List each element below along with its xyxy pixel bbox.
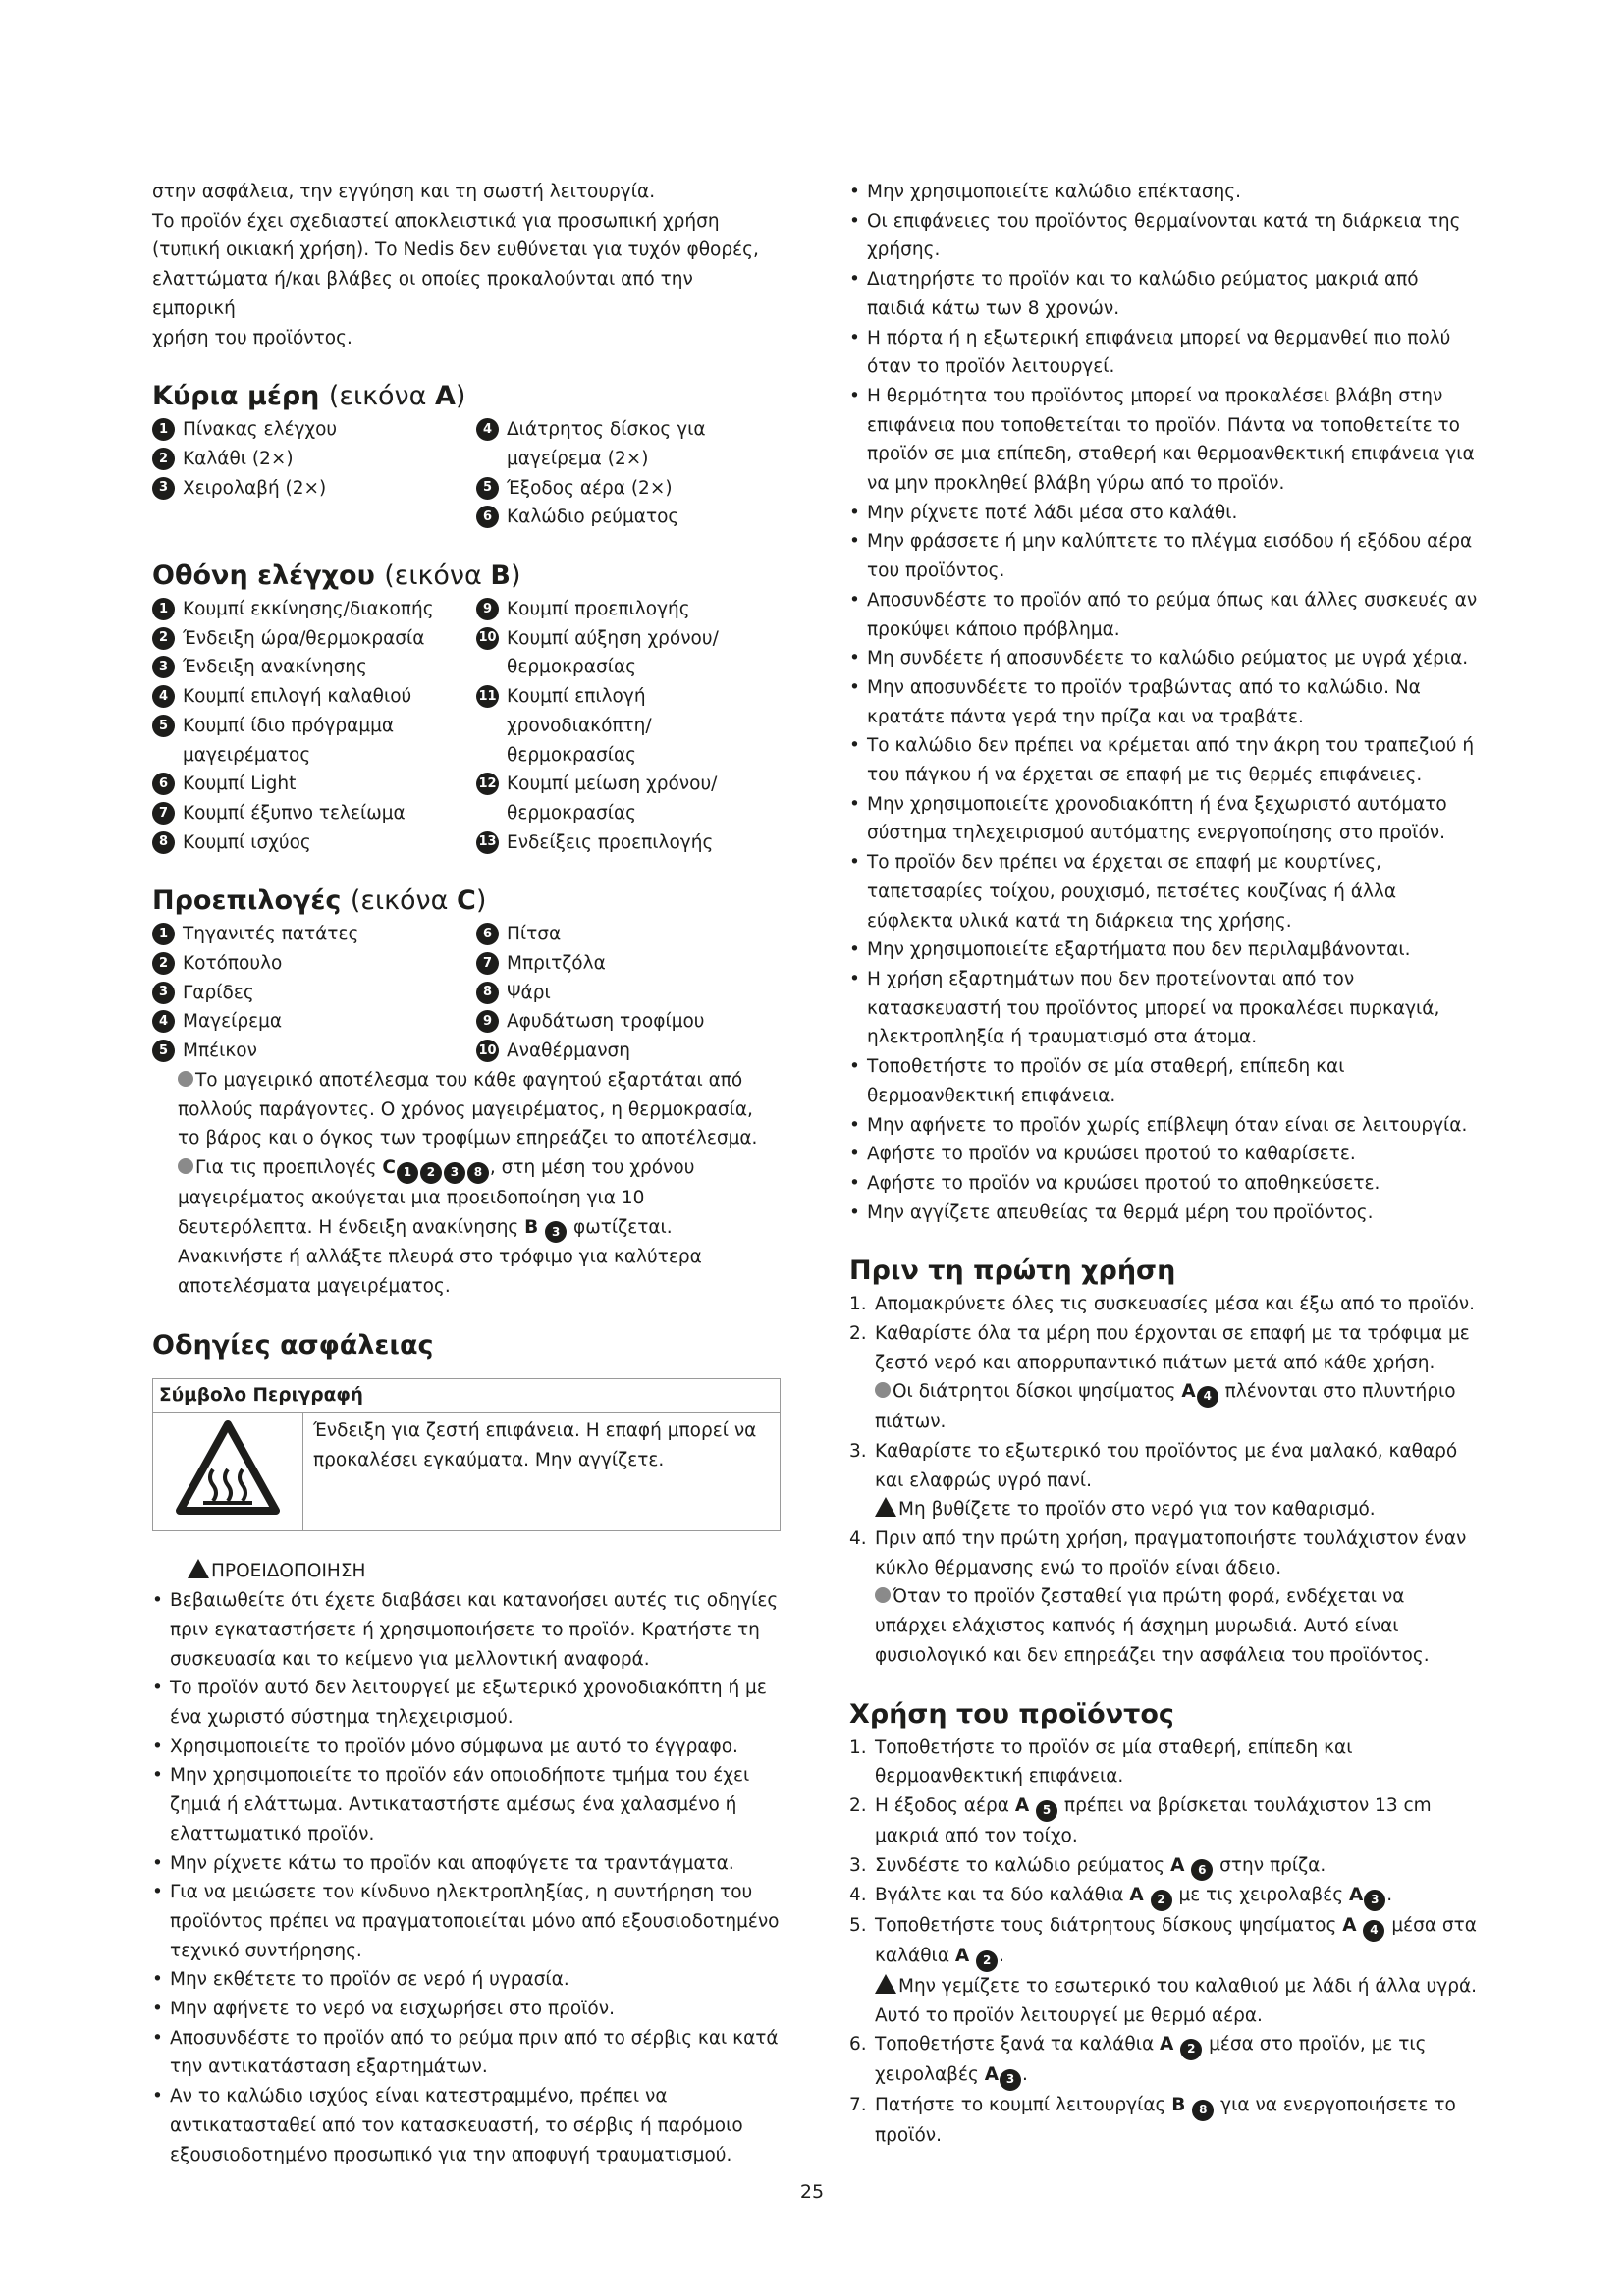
safety-bullets bbox=[152, 1586, 781, 2169]
list-item: 2 Ένδειξη ώρα/θερμοκρασία bbox=[152, 624, 476, 654]
list-item: 5 Κουμπί ίδιο πρόγραμμα μαγειρέματος bbox=[152, 712, 476, 770]
list-item: 8 Κουμπί ισχύος bbox=[152, 828, 476, 858]
list-item: • Βεβαιωθείτε ότι έχετε διαβάσει και κατανοήσει αυτές τις οδηγίες πριν εγκαταστήσετε ή χρησιμοποιήσετε το προϊόν. Κρατήστε τη συσκευασία και το κείμενο για μελλοντική αναφορά. bbox=[152, 1590, 779, 1670]
list-item: • Αφήστε το προϊόν να κρυώσει προτού το αποθηκεύσετε. bbox=[849, 1172, 1380, 1194]
intro-line: Το προϊόν έχει σχεδιαστεί αποκλειστικά για προσωπική χρήση bbox=[152, 210, 720, 232]
list-item: 7 Μπριτζόλα bbox=[476, 949, 781, 979]
info-icon bbox=[178, 1071, 193, 1087]
info-icon bbox=[875, 1382, 891, 1398]
use-heading: Χρήση του προϊόντος bbox=[849, 1698, 1174, 1730]
intro-text bbox=[152, 178, 781, 352]
callout-3-icon: 3 bbox=[545, 1221, 567, 1243]
list-item: • Μην ρίχνετε ποτέ λάδι μέσα στο καλάθι. bbox=[849, 502, 1238, 523]
page-number: 25 bbox=[799, 2181, 825, 2203]
list-item: 4 Διάτρητος δίσκος για μαγείρεμα (2×) bbox=[476, 415, 781, 473]
callout-3-icon: 3 bbox=[1364, 1890, 1385, 1911]
left-column bbox=[152, 178, 781, 2169]
list-item: • Η χρήση εξαρτημάτων που δεν προτείνονται από τον κατασκευαστή του προϊόντος μπορεί να προκαλέσει πυρκαγιά, ηλεκτροπληξία ή τραυματισμό στα άτομα. bbox=[849, 968, 1440, 1048]
list-item: 6 Καλώδιο ρεύματος bbox=[476, 503, 781, 532]
callout-5-icon: 5 bbox=[1036, 1800, 1057, 1822]
list-item: 4. Πριν από την πρώτη χρήση, πραγματοποιήστε τουλάχιστον έναν κύκλο θέρμανσης ενώ το προϊόν είναι άδειο. Όταν το προϊόν ζεσταθεί για πρώτη φορά, ενδέχεται να υπάρχει ελάχιστος καπνός ή άσχημη μυρωδιά. Αυτό είναι φυσιολογικό και δεν επηρεάζει την ασφάλεια του προϊόντος. bbox=[849, 1528, 1467, 1666]
list-item: 9 Αφυδάτωση τροφίμου bbox=[476, 1007, 781, 1037]
control-screen-list bbox=[152, 595, 781, 857]
control-screen-heading: Οθόνη ελέγχου (εικόνα B) bbox=[152, 561, 521, 592]
list-item: 3 Χειρολαβή (2×) bbox=[152, 474, 476, 504]
callout-8-icon: 8 bbox=[467, 1162, 489, 1184]
callout-3-icon: 3 bbox=[444, 1162, 465, 1184]
list-item: • Μην αφήνετε το νερό να εισχωρήσει στο προϊόν. bbox=[152, 1999, 615, 2020]
list-item: • Αποσυνδέστε το προϊόν από το ρεύμα πριν από το σέρβις και κατά την αντικατάσταση εξαρτημάτων. bbox=[152, 2027, 779, 2078]
list-item: 1 Κουμπί εκκίνησης/διακοπής bbox=[152, 595, 476, 624]
list-item: • Οι επιφάνειες του προϊόντος θερμαίνονται κατά τη διάρκεια της χρήσης. bbox=[849, 210, 1461, 261]
warning-icon bbox=[875, 1974, 896, 1994]
list-item: 3 Γαρίδες bbox=[152, 979, 476, 1008]
list-item: 1 Τηγανιτές πατάτες bbox=[152, 920, 476, 949]
intro-line: χρήση του προϊόντος. bbox=[152, 327, 352, 348]
list-item: • Μην χρησιμοποιείτε καλώδιο επέκτασης. bbox=[849, 182, 1242, 202]
list-item: • Το προϊόν δεν πρέπει να έρχεται σε επαφή με κουρτίνες, ταπετσαρίες τοίχου, ρουχισμό, πετσέτες κουζίνας ή άλλα εύφλεκτα υλικά κατά τη διάρκεια της χρήσης. bbox=[849, 852, 1397, 932]
callout-4-icon: 4 bbox=[1197, 1386, 1218, 1408]
list-item: 3 Ένδειξη ανακίνησης bbox=[152, 653, 476, 682]
list-item: 9 Κουμπί προεπιλογής bbox=[476, 595, 781, 624]
list-item: 8 Ψάρι bbox=[476, 979, 781, 1008]
callout-2-icon: 2 bbox=[1180, 2039, 1202, 2060]
main-parts-list bbox=[152, 415, 781, 532]
list-item: 7 Κουμπί έξυπνο τελείωμα bbox=[152, 799, 476, 828]
callout-2-icon: 2 bbox=[1151, 1890, 1172, 1911]
list-item: • Το προϊόν αυτό δεν λειτουργεί με εξωτερικό χρονοδιακόπτη ή με ένα χωριστό σύστημα τηλεχειρισμού. bbox=[152, 1678, 767, 1728]
list-item: 5 Έξοδος αέρα (2×) bbox=[476, 474, 781, 504]
list-item: 7. Πατήστε το κουμπί λειτουργίας B 8 για να ενεργοποιήσετε το προϊόν. bbox=[849, 2095, 1456, 2146]
list-item: 6 Κουμπί Light bbox=[152, 770, 476, 799]
list-item: 3. Συνδέστε το καλώδιο ρεύματος A 6 στην πρίζα. bbox=[849, 1851, 1478, 1882]
list-item: • Αν το καλώδιο ισχύος είναι κατεστραμμένο, πρέπει να αντικατασταθεί από τον κατασκευαστή, το σέρβις ή παρόμοιο εξουσιοδοτημένο προσωπικό για την αποφυγή τραυματισμού. bbox=[152, 2086, 743, 2165]
callout-6-icon: 6 bbox=[1191, 1859, 1213, 1881]
list-item: 4 Μαγείρεμα bbox=[152, 1007, 476, 1037]
list-item: • Το καλώδιο δεν πρέπει να κρέμεται από την άκρη του τραπεζιού ή του πάγκου ή να έρχεται σε επαφή με τις θερμές επιφάνειες. bbox=[849, 735, 1475, 786]
list-item: 10 Αναθέρμανση bbox=[476, 1037, 781, 1066]
callout-3-icon: 3 bbox=[1000, 2069, 1021, 2091]
warning-icon bbox=[188, 1559, 209, 1578]
list-item: 6 Πίτσα bbox=[476, 920, 781, 949]
list-item: 4. Βγάλτε και τα δύο καλάθια A 2 με τις χειρολαβές A 3 . bbox=[849, 1881, 1478, 1911]
list-item: • Αφήστε το προϊόν να κρυώσει προτού το καθαρίσετε. bbox=[849, 1144, 1356, 1165]
list-item: • Μην χρησιμοποιείτε χρονοδιακόπτη ή ένα ξεχωριστό αυτόματο σύστημα τηλεχειρισμού αυτόματης ενεργοποίησης στο προϊόν. bbox=[849, 793, 1447, 844]
table-header: Σύμβολο Περιγραφή bbox=[153, 1378, 781, 1413]
list-item: • Για να μειώσετε τον κίνδυνο ηλεκτροπληξίας, η συντήρηση του προϊόντος πρέπει να πραγματοποιείται μόνο από εξουσιοδοτημένο τεχνικό συντήρησης. bbox=[152, 1882, 780, 1961]
list-item: • Τοποθετήστε το προϊόν σε μία σταθερή, επίπεδη και θερμοανθεκτική επιφάνεια. bbox=[849, 1056, 1345, 1106]
symbol-table bbox=[152, 1378, 781, 1532]
safety-heading: Οδηγίες ασφάλειας bbox=[152, 1329, 434, 1361]
preset-note: Το μαγειρικό αποτέλεσμα του κάθε φαγητού εξαρτάται από πολλούς παράγοντες. Ο χρόνος μαγειρέματος, η θερμοκρασία, το βάρος και ο όγκος των τροφίμων επηρεάζει το αποτέλεσμα. bbox=[178, 1069, 758, 1149]
list-item: • Μην εκθέτετε το προϊόν σε νερό ή υγρασία. bbox=[152, 1969, 569, 1991]
list-item: • Μην χρησιμοποιείτε εξαρτήματα που δεν περιλαμβάνονται. bbox=[849, 939, 1411, 961]
info-icon bbox=[875, 1587, 891, 1603]
list-item: 6. Τοποθετήστε ξανά τα καλάθια A 2 μέσα στο προϊόν, με τις χειρολαβές A 3 . bbox=[849, 2030, 1478, 2091]
list-item: 5. Τοποθετήστε τους διάτρητους δίσκους ψησίματος A 4 μέσα στα καλάθια A 2 . Μην γεμίζετε το εσωτερικό του καλαθιού με λάδι ή άλλα υγρά. Αυτό το προϊόν λειτουργεί με θερμό αέρα. bbox=[849, 1915, 1478, 2026]
list-item: 2 Καλάθι (2×) bbox=[152, 445, 476, 474]
list-item: • Μην ρίχνετε κάτω το προϊόν και αποφύγετε τα τραντάγματα. bbox=[152, 1852, 734, 1874]
use-steps bbox=[849, 1734, 1478, 2151]
list-item: 1. Τοποθετήστε το προϊόν σε μία σταθερή, επίπεδη και θερμοανθεκτική επιφάνεια. bbox=[849, 1736, 1353, 1788]
callout-2-icon: 2 bbox=[976, 1950, 998, 1972]
info-icon bbox=[178, 1158, 193, 1174]
list-item: 1 Πίνακας ελέγχου bbox=[152, 415, 476, 445]
list-item: 2. Καθαρίστε όλα τα μέρη που έρχονται σε επαφή με τα τρόφιμα με ζεστό νερό και απορρυπαντικό πιάτων μετά από κάθε χρήση. Οι διάτρητοι δίσκοι ψησίματος A 4 πλένονται στο πλυντήριο πιάτων. bbox=[849, 1323, 1470, 1433]
list-item: 10 Κουμπί αύξηση χρόνου/ θερμοκρασίας bbox=[476, 624, 781, 682]
preset-note: Για τις προεπιλογές C 1 2 3 8 , στη μέση του χρόνου μαγειρέματος ακούγεται μια προειδοποίηση για 10 δευτερόλεπτα. Η ένδειξη ανακίνησης B 3 φωτίζεται. Ανακινήστε ή αλλάξτε πλευρά στο τρόφιμο για καλύτερα αποτελέσματα μαγειρέματος. bbox=[178, 1156, 702, 1298]
presets-notes bbox=[152, 1066, 781, 1302]
list-item: 2 Κοτόπουλο bbox=[152, 949, 476, 979]
list-item: • Μην χρησιμοποιείτε το προϊόν εάν οποιοδήποτε τμήμα του έχει ζημιά ή ελάττωμα. Αντικαταστήστε αμέσως ένα χαλασμένο ή ελαττωματικό προϊόν. bbox=[152, 1765, 750, 1844]
intro-line: στην ασφάλεια, την εγγύηση και τη σωστή λειτουργία. bbox=[152, 182, 656, 202]
list-item: 2. Η έξοδος αέρα A 5 πρέπει να βρίσκεται τουλάχιστον 13 cm μακριά από τον τοίχο. bbox=[849, 1795, 1432, 1846]
safety-bullets-continued bbox=[849, 178, 1478, 1227]
first-use-steps bbox=[849, 1290, 1478, 1670]
list-item: • Μην φράσσετε ή μην καλύπτετε το πλέγμα εισόδου ή εξόδου αέρα του προϊόντος. bbox=[849, 531, 1473, 582]
list-item: • Η θερμότητα του προϊόντος μπορεί να προκαλέσει βλάβη στην επιφάνεια που τοποθετείται το προϊόν. Πάντα να τοποθετείτε το προϊόν σε μια επίπεδη, σταθερή και θερμοανθεκτική επιφάνεια για να μην προκληθεί βλάβη γύρω από το προϊόν. bbox=[849, 385, 1475, 495]
list-item: • Χρησιμοποιείτε το προϊόν μόνο σύμφωνα με αυτό το έγγραφο. bbox=[152, 1735, 738, 1757]
warning-icon bbox=[875, 1497, 896, 1517]
list-item: 13 Ενδείξεις προεπιλογής bbox=[476, 828, 781, 858]
main-parts-heading: Κύρια μέρη (εικόνα A) bbox=[152, 381, 466, 412]
list-item: • Μην αποσυνδέετε το προϊόν τραβώντας από το καλώδιο. Να κρατάτε πάντα γερά την πρίζα και να τραβάτε. bbox=[849, 676, 1421, 727]
list-item: 11 Κουμπί επιλογή χρονοδιακόπτη/ θερμοκρασίας bbox=[476, 682, 781, 770]
list-item: • Αποσυνδέστε το προϊόν από το ρεύμα όπως και άλλες συσκευές αν προκύψει κάποιο πρόβλημα. bbox=[849, 589, 1478, 640]
list-item: • Μη συνδέετε ή αποσυνδέετε το καλώδιο ρεύματος με υγρά χέρια. bbox=[849, 648, 1469, 669]
list-item: • Η πόρτα ή η εξωτερική επιφάνεια μπορεί να θερμανθεί πιο πολύ όταν το προϊόν λειτουργεί. bbox=[849, 327, 1451, 378]
presets-list bbox=[152, 920, 781, 1066]
list-item: 4 Κουμπί επιλογή καλαθιού bbox=[152, 682, 476, 712]
intro-line: ελαττώματα ή/και βλάβες οι οποίες προκαλούνται από την εμπορική bbox=[152, 269, 693, 319]
callout-1-icon: 1 bbox=[397, 1162, 418, 1184]
callout-2-icon: 2 bbox=[420, 1162, 442, 1184]
first-use-heading: Πριν τη πρώτη χρήση bbox=[849, 1255, 1176, 1287]
list-item: 1. Απομακρύνετε όλες τις συσκευασίες μέσα και έξω από το προϊόν. bbox=[849, 1294, 1475, 1315]
callout-8-icon: 8 bbox=[1192, 2100, 1214, 2121]
list-item: 3. Καθαρίστε το εξωτερικό του προϊόντος με ένα μαλακό, καθαρό και ελαφρώς υγρό πανί. Μη βυθίζετε το προϊόν στο νερό για τον καθαρισμό. bbox=[849, 1440, 1458, 1521]
list-item: 5 Μπέικον bbox=[152, 1037, 476, 1066]
list-item: 12 Κουμπί μείωση χρόνου/ θερμοκρασίας bbox=[476, 770, 781, 828]
list-item: • Διατηρήστε το προϊόν και το καλώδιο ρεύματος μακριά από παιδιά κάτω των 8 χρονών. bbox=[849, 269, 1419, 319]
intro-line: (τυπική οικιακή χρήση). Το Nedis δεν ευθύνεται για τυχόν φθορές, bbox=[152, 240, 759, 261]
hot-surface-icon bbox=[153, 1413, 303, 1531]
list-item: • Μην αγγίζετε απευθείας τα θερμά μέρη του προϊόντος. bbox=[849, 1201, 1374, 1223]
callout-4-icon: 4 bbox=[1363, 1920, 1384, 1942]
right-column bbox=[849, 178, 1478, 2151]
warning-label: ΠΡΟΕΙΔΟΠΟΙΗΣΗ bbox=[152, 1557, 781, 1586]
table-description: Ένδειξη για ζεστή επιφάνεια. Η επαφή μπορεί να προκαλέσει εγκαύματα. Μην αγγίζετε. bbox=[303, 1413, 781, 1531]
list-item: • Μην αφήνετε το προϊόν χωρίς επίβλεψη όταν είναι σε λειτουργία. bbox=[849, 1114, 1468, 1136]
presets-heading: Προεπιλογές (εικόνα C) bbox=[152, 885, 487, 917]
